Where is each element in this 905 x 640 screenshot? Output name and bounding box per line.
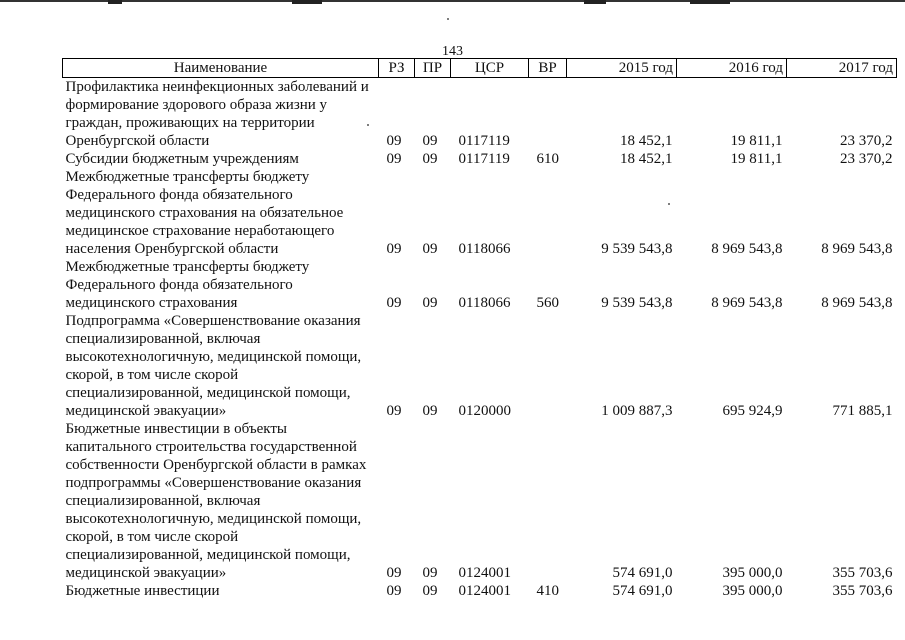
- column-header-csr: ЦСР: [451, 59, 529, 78]
- row-2015: 9 539 543,8: [601, 241, 673, 257]
- column-header-2015: 2015 год: [567, 59, 677, 78]
- column-header-2016: 2016 год: [677, 59, 787, 78]
- row-vr: [529, 312, 567, 420]
- row-csr: 0118066: [458, 241, 511, 257]
- row-2016: 395 000,0: [722, 583, 783, 599]
- row-2016: 8 969 543,8: [711, 295, 783, 311]
- table-row: [63, 150, 897, 168]
- row-rz: 09: [386, 403, 402, 419]
- row-rz: 09: [386, 151, 402, 167]
- row-pr: 09: [422, 133, 438, 149]
- row-2015: 574 691,0: [612, 565, 673, 581]
- row-vr: 410: [536, 583, 559, 599]
- row-csr: 0120000: [458, 403, 511, 419]
- row-csr: 0118066: [458, 295, 511, 311]
- column-header-pr: ПР: [415, 59, 451, 78]
- row-2017: 771 885,1: [832, 403, 893, 419]
- row-vr: [529, 420, 567, 582]
- column-header-vr: ВР: [529, 59, 567, 78]
- table-row: [63, 258, 897, 312]
- row-name: Профилактика неинфекционных заболеваний и формирование здорового образа жизни у граждан, проживающих на территории Оренбургской области: [65, 79, 369, 149]
- row-pr: 09: [422, 151, 438, 167]
- row-rz: 09: [386, 295, 402, 311]
- scan-speck: [447, 18, 449, 20]
- row-csr: 0124001: [458, 583, 511, 599]
- row-name: Межбюджетные трансферты бюджету Федерального фонда обязательного медицинского страхования на обязательное медицинское страхование неработающего населения Оренбургской области: [65, 169, 344, 257]
- row-pr: 09: [422, 565, 438, 581]
- table-row: [63, 582, 897, 600]
- row-pr: 09: [422, 583, 438, 599]
- row-2017: 355 703,6: [832, 583, 893, 599]
- scan-top-edge: [0, 0, 905, 2]
- row-vr: 560: [536, 295, 559, 311]
- scan-edge-mark: [108, 0, 122, 4]
- row-2016: 695 924,9: [722, 403, 783, 419]
- row-rz: 09: [386, 241, 402, 257]
- row-2017: 23 370,2: [840, 151, 893, 167]
- row-rz: 09: [386, 133, 402, 149]
- row-pr: 09: [422, 295, 438, 311]
- column-header-rz: РЗ: [379, 59, 415, 78]
- budget-table: [62, 58, 897, 600]
- row-2015: 1 009 887,3: [601, 403, 673, 419]
- row-name: Субсидии бюджетным учреждениям: [65, 151, 299, 167]
- row-csr: 0117119: [458, 133, 510, 149]
- table-row: [63, 420, 897, 582]
- row-2017: 8 969 543,8: [821, 295, 893, 311]
- column-header-name: Наименование: [63, 59, 379, 78]
- row-pr: 09: [422, 241, 438, 257]
- row-2017: 8 969 543,8: [821, 241, 893, 257]
- scan-edge-mark: [584, 0, 606, 4]
- row-rz: 09: [386, 583, 402, 599]
- row-vr: 610: [536, 151, 559, 167]
- table-row: [63, 78, 897, 151]
- row-pr: 09: [422, 403, 438, 419]
- row-2017: 23 370,2: [840, 133, 893, 149]
- table-header-row: [63, 59, 897, 78]
- row-2016: 8 969 543,8: [711, 241, 783, 257]
- row-2015: 9 539 543,8: [601, 295, 673, 311]
- row-name: Межбюджетные трансферты бюджету Федерального фонда обязательного медицинского страхования: [65, 259, 310, 311]
- row-csr: 0117119: [458, 151, 510, 167]
- row-name: Бюджетные инвестиции: [65, 583, 220, 599]
- row-vr: [529, 78, 567, 151]
- row-2016: 19 811,1: [730, 151, 783, 167]
- row-name: Подпрограмма «Совершенствование оказания специализированной, включая высокотехнологичную, медицинской помощи, скорой, в том числе скорой специализированной, медицинской помощи, медицинской эвакуации»: [65, 313, 362, 419]
- scan-edge-mark: [292, 0, 322, 4]
- row-csr: 0124001: [458, 565, 511, 581]
- page-number: 143: [442, 44, 463, 59]
- scan-edge-mark: [690, 0, 730, 4]
- row-2016: 395 000,0: [722, 565, 783, 581]
- table-row: [63, 168, 897, 258]
- row-vr: [529, 168, 567, 258]
- row-2016: 19 811,1: [730, 133, 783, 149]
- table-row: [63, 312, 897, 420]
- row-rz: 09: [386, 565, 402, 581]
- row-name: Бюджетные инвестиции в объекты капитального строительства государственной собственности Оренбургской области в рамках подпрограммы «Совершенствование оказания специализированной, включая высокотехнологичную, медицинской помощи, скорой, в том числе скорой специализированной, медицинской помощи, медицинской эвакуации»: [65, 421, 367, 581]
- column-header-2017: 2017 год: [787, 59, 897, 78]
- row-2015: 18 452,1: [620, 133, 673, 149]
- row-2017: 355 703,6: [832, 565, 893, 581]
- row-2015: 18 452,1: [620, 151, 673, 167]
- row-2015: 574 691,0: [612, 583, 673, 599]
